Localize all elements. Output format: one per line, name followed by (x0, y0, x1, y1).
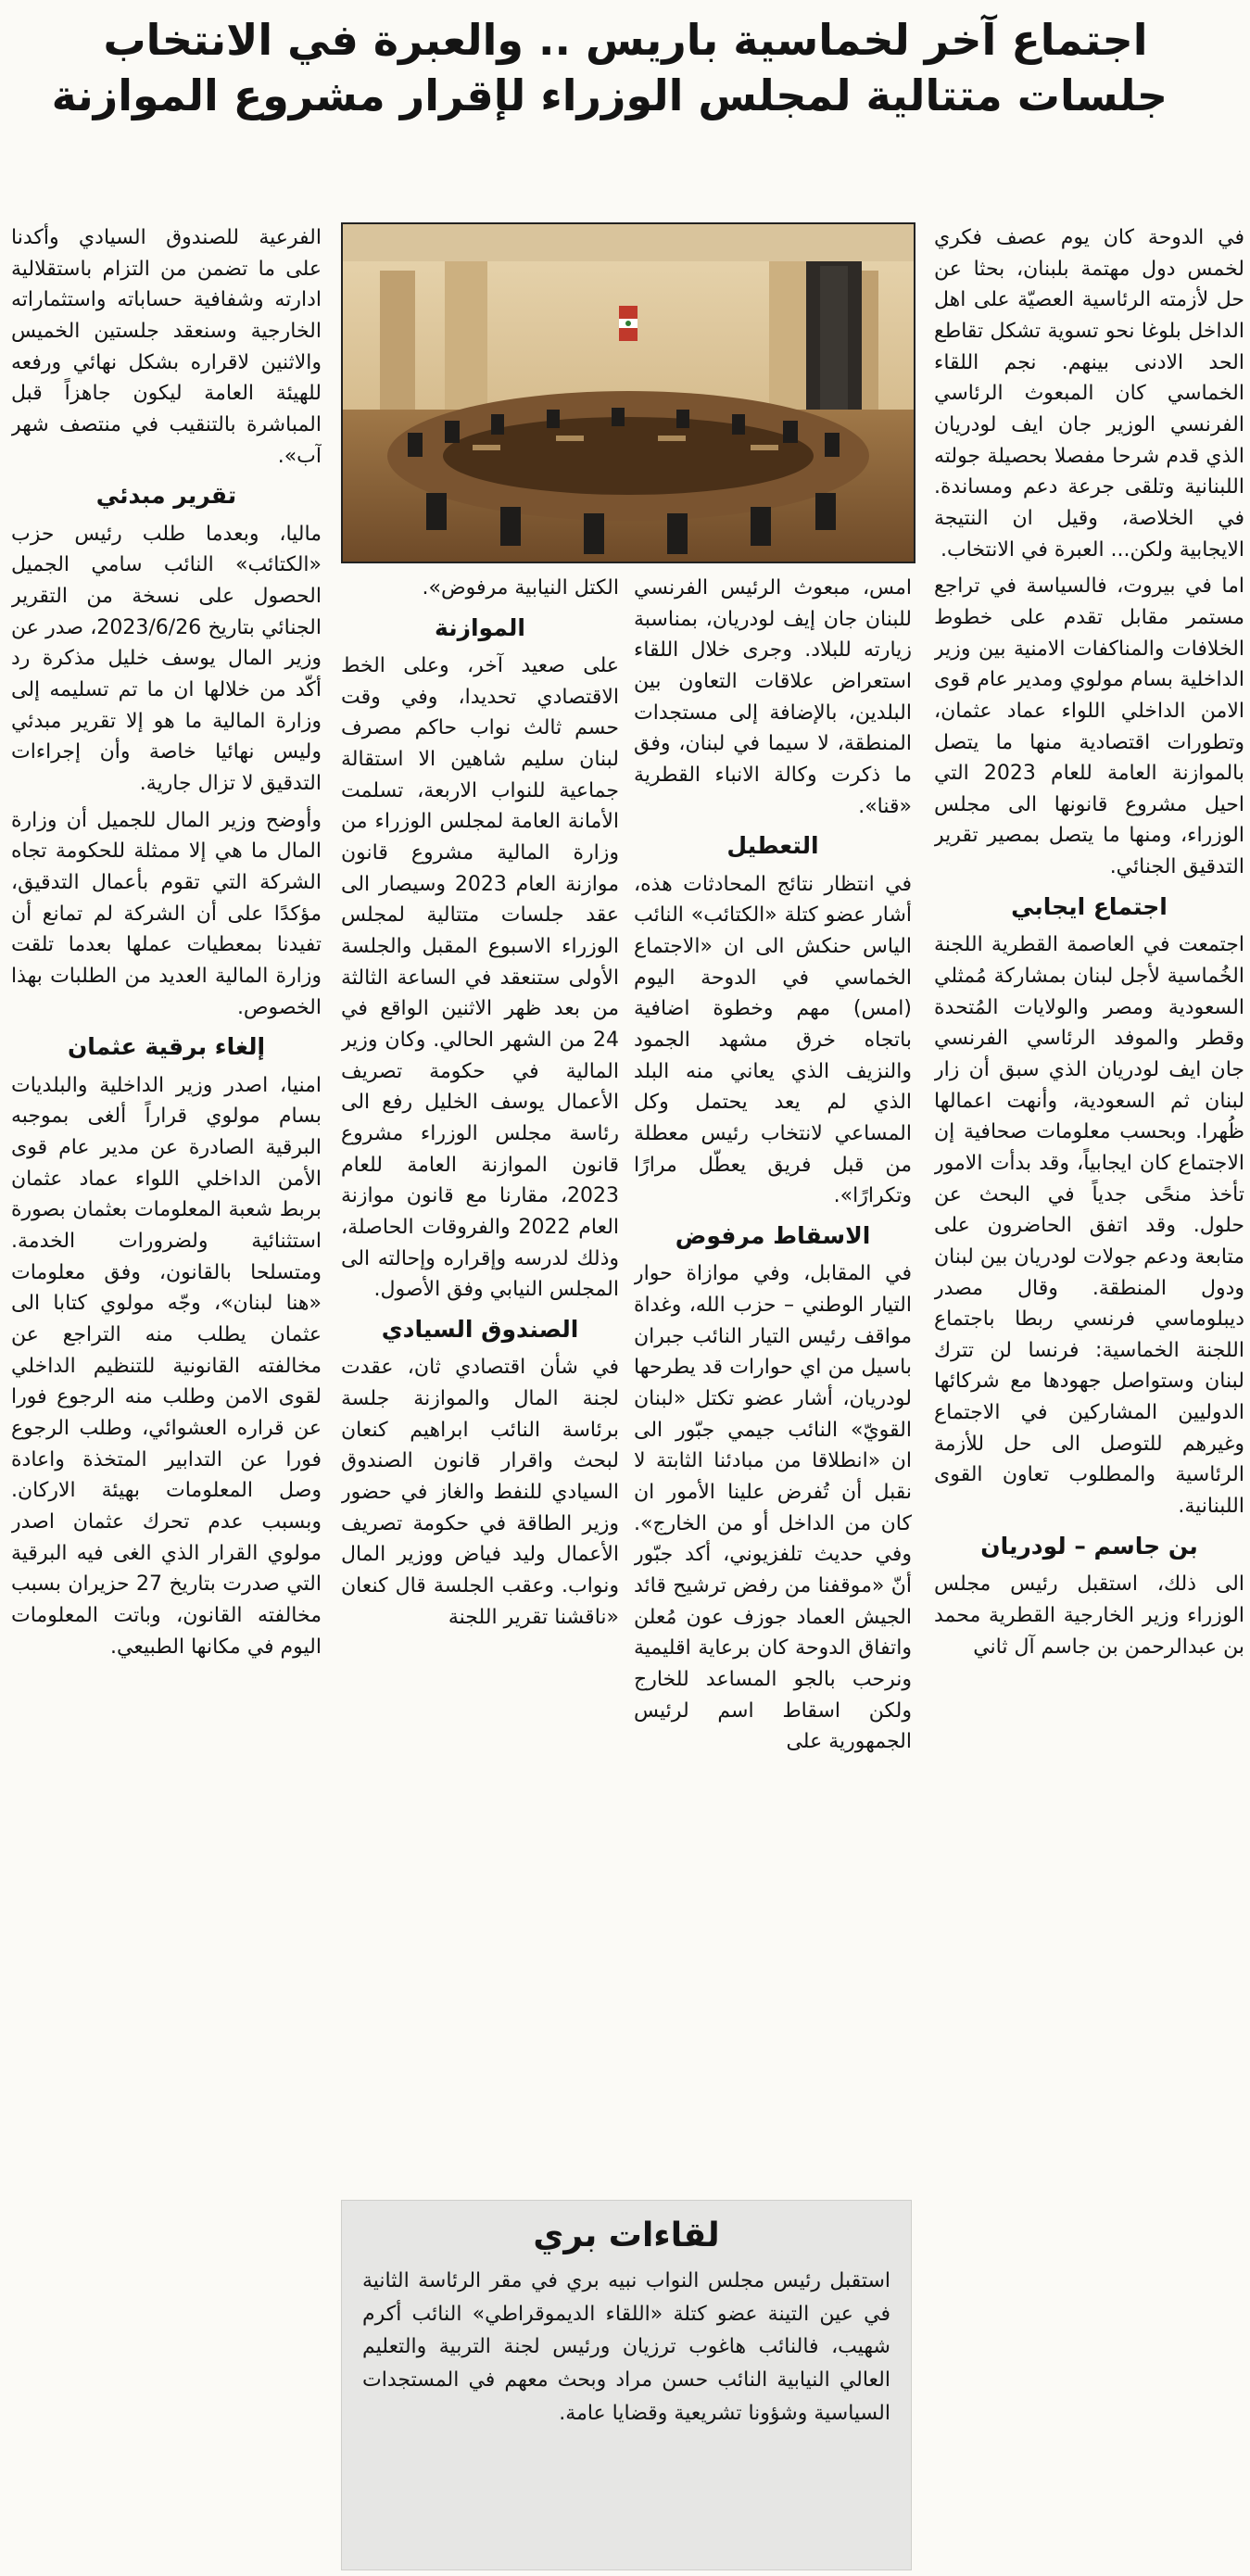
subheading-cancel-telegram: إلغاء برقية عثمان (67, 1033, 266, 1061)
article-column-2 (634, 573, 912, 2190)
headline-line-2: جلسات متتالية لمجلس الوزراء لإقرار مشروع الموازنة (51, 69, 1168, 120)
paragraph-fund-continuation: الفرعية للصندوق السيادي وأكدنا على ما تضمن من التزام باستقلالية ادارته وشفافية حساباته واستثماراته الخارجية وسنعقد جلستين الخميس والاثنين لاقراره بشكل نهائي ورفعه للهيئة العامة ليكون جاهزاً قبل المباشرة بالتنقيب في منتصف شهر آب». (11, 226, 322, 468)
paragraph-budget: على صعيد آخر، وعلى الخط الاقتصادي تحديدا، وفي وقت حسم ثالث نواب حاكم مصرف لبنان سليم شاهين الا استقالة جماعية للنواب الاربعة، تسلمت الأمانة العامة لمجلس الوزراء من وزارة المالية مشروع قانون موازنة العام 2023 وسيصار الى عقد جلسات متتالية لمجلس الوزراء الاسبوع المقبل والجلسة الأولى ستنعقد في الساعة الثالثة من بعد ظهر الاثنين الواقع في 24 من الشهر الحالي. وكان وزير المالية في حكومة تصريف الأعمال يوسف الخليل رفع الى رئاسة مجلس الوزراء مشروع قانون الموازنة العامة للعام 2023، مقارنا مع قانون موازنة العام 2022 والفروقات الحاصلة، وذلك لدرسه وإقراره وإحالته الى المجلس النيابي وفق الأصول. (341, 654, 619, 1302)
paragraph-preliminary-report-1: ماليا، وبعدما طلب رئيس حزب «الكتائب» النائب سامي الجميل الحصول على نسخة من التقرير الجنائي بتاريخ 2023/6/26، صدر عن وزير المال يوسف خليل مذكرة رد أكّد من خلالها ان ما تم تسليمه إلى وزارة المالية ما هو إلا تقرير مبدئي وليس نهائيا خاصة وأن إجراءات التدقيق لا تزال جارية. (11, 522, 322, 795)
subheading-imposition-rejected: الاسقاط مرفوض (675, 1221, 871, 1249)
article-column-1 (934, 222, 1244, 2567)
subheading-preliminary-report: تقرير مبدئي (95, 482, 237, 510)
paragraph-imposition-rejected: في المقابل، وفي موازاة حوار التيار الوطني – حزب الله، وغداة مواقف رئيس التيار النائب جبران باسيل من اي حوارات قد يطرحها لودريان، أشار عضو تكتل «لبنان القويّ» النائب جيمي جبّور الى ان «انطلاقا من مبادئنا الثابتة لا نقبل أن تُفرض علينا الأمور ان كان من الداخل أو من الخارج». وفي حديث تلفزيوني، أكد جبّور أنّ «موقفنا من رفض ترشيح قائد الجيش العماد جوزف عون مُعلن واتفاق الدوحة كان برعاية اقليمية ونرحب بالجو المساعد للخارج ولكن اسقاط اسم لرئيس الجمهورية على (634, 1262, 912, 1754)
headline (51, 13, 1168, 124)
paragraph-preliminary-report-2: وأوضح وزير المال للجميل أن وزارة المال ما هي إلا ممثلة للحكومة تجاه الشركة التي تقوم بأعمال التدقيق، مؤكدًا على أن الشركة لم تمانع أن تفيدنا بمعطيات عملها بعدما تلقت وزارة المالية العديد من الطلبات بهذا الخصوص. (11, 808, 322, 1019)
subheading-binjassim-ledrian: بن جاسم – لودريان (980, 1532, 1198, 1559)
berri-box-title: لقاءات بري (533, 2216, 720, 2254)
subheading-budget: الموازنة (435, 613, 525, 641)
subheading-positive-meeting: اجتماع ايجابي (1011, 892, 1168, 920)
paragraph-sovereign-fund: في شأن اقتصادي ثان، عقدت لجنة المال والموازنة جلسة برئاسة النائب ابراهيم كنعان لبحث واقرار قانون الصندوق السيادي للنفط والغاز في حضور وزير الطاقة في حكومة تصريف الأعمال وليد فياض ووزير المال ونواب. وعقب الجلسة قال كنعان «ناقشنا تقرير اللجنة (341, 1356, 619, 1629)
article-column-4 (11, 222, 322, 2567)
article-column-3 (341, 573, 619, 2190)
paragraph-cancel-telegram: امنيا، اصدر وزير الداخلية والبلديات بسام مولوي قراراً ألغى بموجبه البرقية الصادرة عن مدير عام قوى الأمن الداخلي اللواء عماد عثمان بربط شعبة المعلومات بعثمان بصورة استثنائية ولضرورات الخدمة. ومتسلحا بالقانون، وفق معلومات «هنا لبنان»، وجّه مولوي كتابا الى عثمان يطلب منه التراجع عن مخالفته القانونية للتنظيم الداخلي لقوى الامن وطلب منه الرجوع فورا عن قراره العشوائي، وطلب الرجوع فورا عن التدابير المتخذة واعادة وصل المعلومات بهيئة الاركان. وبسبب عدم تحرك عثمان اصدر مولوي القرار الذي الغى فيه البرقية التي صدرت بتاريخ 27 حزيران بسبب مخالفته القانون، وباتت المعلومات اليوم في مكانها الطبيعي. (11, 1073, 322, 1659)
paragraph-obstruction: في انتظار نتائج المحادثات هذه، أشار عضو كتلة «الكتائب» النائب الياس حنكش الى ان «الاجتماع الخماسي في الدوحة اليوم (امس) مهم وخطوة اضافية باتجاه خرق مشهد الجمود والنزيف الذي يعاني منه البلد الذي لم يعد يحتمل وكل المساعي لانتخاب رئيس معطلة من قبل فريق يعطّل مرارًا وتكرارًا». (634, 872, 912, 1208)
paragraph-continuation: الكتل النيابية مرفوض». (422, 576, 619, 600)
berri-box-text: استقبل رئيس مجلس النواب نبيه بري في مقر الرئاسة الثانية في عين التينة عضو كتلة «اللقاء الديموقراطي» النائب أكرم شهيب، فالنائب هاغوب ترزيان ورئيس لجنة التربية والتعليم العالي النيابية النائب حسن مراد وبحث معهم في المستجدات السياسية وشؤونا تشريعية وقضايا عامة. (362, 2269, 890, 2425)
paragraph-binjassim: الى ذلك، استقبل رئيس مجلس الوزراء وزير الخارجية القطرية محمد بن عبدالرحمن بن جاسم آل ثاني (934, 1572, 1244, 1659)
paragraph-qatar-meeting: امس، مبعوث الرئيس الفرنسي للبنان جان إيف لودريان، بمناسبة زيارته للبلاد. وجرى خلال اللقاء استعراض علاقات التعاون بين البلدين، بالإضافة إلى مستجدات المنطقة، لا سيما في لبنان، وفق ما ذكرت وكالة الانباء القطرية «قنا». (634, 576, 912, 818)
paragraph-doha-intro: في الدوحة كان يوم عصف فكري لخمس دول مهتمة بلبنان، بحثا عن حل لأزمته الرئاسية العصيّة على اهل الداخل بلوغا نحو تسوية تشكل تقاطع الحد الادنى بينهم. نجم اللقاء الخماسي كان المبعوث الرئاسي الفرنسي الوزير جان ايف لودريان الذي قدم شرحا مفصلا بحصيلة جولته اللبنانية وتلقى جرعة دعم ومساندة. في الخلاصة، وقيل ان النتيجة الايجابية ولكن... العبرة في الانتخاب. (934, 226, 1244, 562)
subheading-obstruction: التعطيل (726, 832, 819, 860)
headline-line-1: اجتماع آخر لخماسية باريس .. والعبرة في الانتخاب (103, 15, 1148, 65)
paragraph-positive-meeting: اجتمعت في العاصمة القطرية اللجنة الخُماسية لأجل لبنان بمشاركة مُمثلي السعودية ومصر والولايات المُتحدة وقطر والموفد الرئاسي الفرنسي جان ايف لودريان الذي سبق أن زار لبنان ثم السعودية، وأنهت اعمالها ظُهرا. وبحسب معلومات صحافية إن الاجتماع كان ايجابياً، وقد بدأت الامور تأخذ منحًى جدياً في البحث عن حلول. وقد اتفق الحاضرون على متابعة ودعم جولات لودريان بين لبنان ودول المنطقة. وقال مصدر ديبلوماسي فرنسي ربطا باجتماع اللجنة الخماسية: فرنسا لن تترك لبنان وستواصل جهودها مع شركائها الدوليين المشاركين في الاجتماع وغيرهم للتوصل الى حل للأزمة الرئاسية والمطلوب تعاون القوى اللبنانية. (934, 933, 1244, 1519)
cabinet-room-illustration (343, 224, 914, 562)
paragraph-beirut: اما في بيروت، فالسياسة في تراجع مستمر مقابل تقدم على خطوط الخلافات والمناكفات الامنية بين وزير الداخلية بسام مولوي ومدير عام قوى الامن الداخلي اللواء عماد عثمان، وتطورات اقتصادية منها ما يتصل بالموازنة العامة للعام 2023 التي احيل مشروع قانونها الى مجلس الوزراء، ومنها ما يتصل بمصير تقرير التدقيق الجنائي. (934, 575, 1244, 879)
berri-meetings-box (341, 2200, 912, 2570)
subheading-sovereign-fund: الصندوق السيادي (381, 1315, 579, 1343)
cabinet-room-photo (341, 222, 915, 563)
